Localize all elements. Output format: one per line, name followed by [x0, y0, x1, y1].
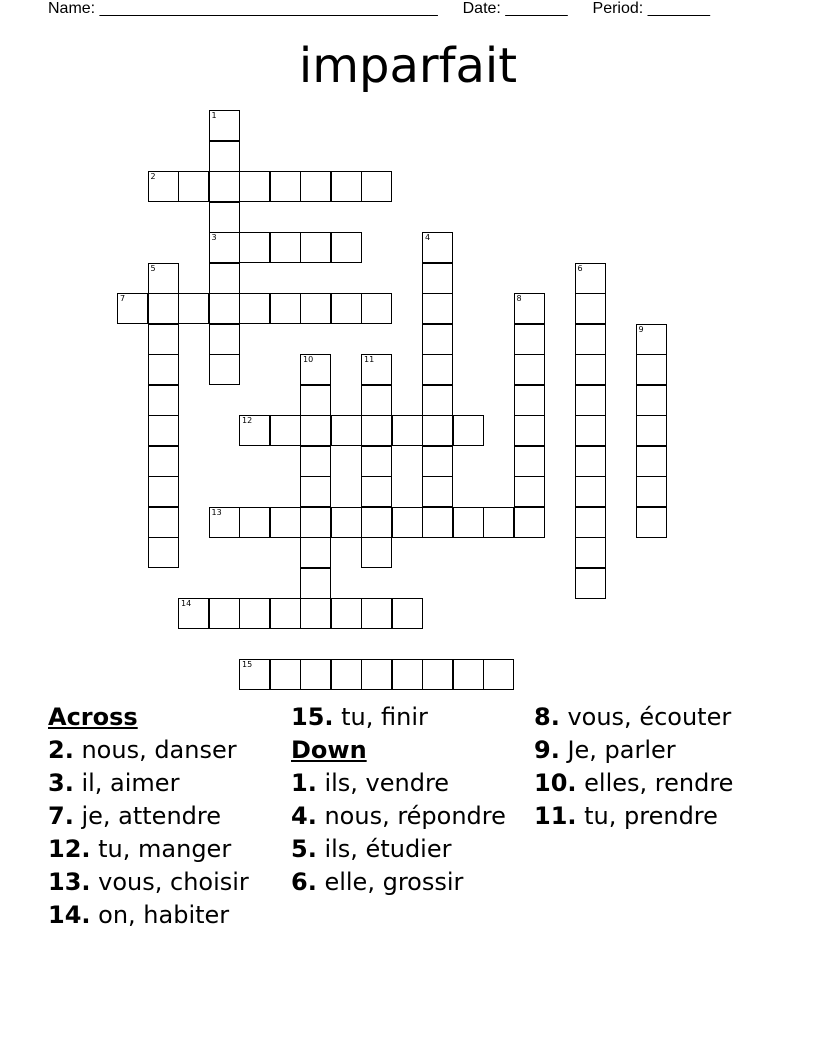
grid-cell[interactable]	[270, 598, 301, 629]
grid-cell[interactable]	[636, 324, 667, 355]
grid-cell[interactable]	[453, 415, 484, 446]
grid-cell[interactable]	[239, 415, 270, 446]
grid-cell[interactable]	[453, 659, 484, 690]
grid-cell[interactable]	[270, 507, 301, 538]
grid-cell[interactable]	[331, 507, 362, 538]
grid-cell[interactable]	[270, 232, 301, 263]
grid-cell[interactable]	[300, 293, 331, 324]
grid-cell[interactable]	[148, 507, 179, 538]
grid-cell[interactable]	[575, 568, 606, 599]
grid-cell[interactable]	[300, 659, 331, 690]
across-heading: Across	[48, 703, 138, 731]
grid-cell[interactable]	[178, 171, 209, 202]
grid-cell[interactable]	[270, 659, 301, 690]
grid-cell[interactable]	[636, 354, 667, 385]
grid-cell[interactable]	[392, 659, 423, 690]
grid-cell[interactable]	[148, 293, 179, 324]
clue-across-13: 13. vous, choisir	[48, 868, 249, 896]
grid-cell[interactable]	[361, 354, 392, 385]
date-blank[interactable]: _______	[505, 0, 568, 17]
grid-cell[interactable]	[361, 415, 392, 446]
name-blank[interactable]: ______________________________________	[99, 0, 438, 17]
grid-cell[interactable]	[636, 476, 667, 507]
grid-cell[interactable]	[483, 659, 514, 690]
down-heading: Down	[291, 736, 367, 764]
grid-cell[interactable]	[209, 598, 240, 629]
grid-cell[interactable]	[270, 171, 301, 202]
grid-cell[interactable]	[575, 263, 606, 294]
grid-cell[interactable]	[209, 507, 240, 538]
clue-number: 3	[211, 233, 217, 242]
grid-cell[interactable]	[300, 354, 331, 385]
clue-number: 15	[242, 660, 253, 669]
clue-down-10: 10. elles, rendre	[534, 769, 734, 797]
clue-number: 12	[242, 416, 253, 425]
grid-cell[interactable]	[422, 476, 453, 507]
grid-cell[interactable]	[422, 446, 453, 477]
grid-cell[interactable]	[392, 598, 423, 629]
grid-cell[interactable]	[300, 385, 331, 416]
grid-cell[interactable]	[361, 446, 392, 477]
grid-cell[interactable]	[483, 507, 514, 538]
grid-cell[interactable]	[209, 263, 240, 294]
clue-number: 14	[181, 599, 192, 608]
grid-cell[interactable]	[270, 415, 301, 446]
clue-number: 8	[516, 294, 522, 303]
grid-cell[interactable]	[300, 507, 331, 538]
clue-down-5: 5. ils, étudier	[291, 835, 452, 863]
grid-cell[interactable]	[209, 171, 240, 202]
grid-cell[interactable]	[636, 446, 667, 477]
grid-cell[interactable]	[209, 202, 240, 233]
grid-cell[interactable]	[300, 476, 331, 507]
clue-across-3: 3. il, aimer	[48, 769, 180, 797]
grid-cell[interactable]	[361, 171, 392, 202]
clue-across-2: 2. nous, danser	[48, 736, 237, 764]
grid-cell[interactable]	[148, 446, 179, 477]
clue-number: 1	[211, 111, 217, 120]
grid-cell[interactable]	[300, 568, 331, 599]
clue-across-14: 14. on, habiter	[48, 901, 230, 929]
grid-cell[interactable]	[178, 293, 209, 324]
grid-cell[interactable]	[209, 354, 240, 385]
grid-cell[interactable]	[178, 598, 209, 629]
puzzle-title: imparfait	[298, 38, 518, 94]
grid-cell[interactable]	[422, 324, 453, 355]
grid-cell[interactable]	[300, 171, 331, 202]
grid-cell[interactable]	[361, 507, 392, 538]
clue-column-2	[291, 703, 521, 901]
grid-cell[interactable]	[575, 476, 606, 507]
grid-cell[interactable]	[209, 324, 240, 355]
grid-cell[interactable]	[575, 293, 606, 324]
grid-cell[interactable]	[209, 141, 240, 172]
grid-cell[interactable]	[148, 476, 179, 507]
grid-cell[interactable]	[422, 293, 453, 324]
grid-cell[interactable]	[514, 385, 545, 416]
grid-cell[interactable]	[636, 385, 667, 416]
grid-cell[interactable]	[331, 598, 362, 629]
grid-cell[interactable]	[300, 415, 331, 446]
grid-cell[interactable]	[209, 110, 240, 141]
grid-cell[interactable]	[361, 385, 392, 416]
clue-across-7: 7. je, attendre	[48, 802, 221, 830]
clue-number: 13	[211, 507, 222, 517]
grid-cell[interactable]	[361, 293, 392, 324]
grid-cell[interactable]	[361, 537, 392, 568]
grid-cell[interactable]	[361, 659, 392, 690]
clue-column-3	[534, 703, 774, 835]
grid-cell[interactable]	[422, 232, 453, 263]
grid-cell[interactable]	[422, 659, 453, 690]
clue-number: 5	[150, 263, 156, 273]
clue-number: 6	[577, 263, 583, 273]
grid-cell[interactable]	[331, 232, 362, 263]
clue-down-11: 11. tu, prendre	[534, 802, 718, 830]
grid-cell[interactable]	[239, 232, 270, 263]
grid-cell[interactable]	[148, 171, 179, 202]
grid-cell[interactable]	[239, 659, 270, 690]
grid-cell[interactable]	[239, 171, 270, 202]
grid-cell[interactable]	[575, 446, 606, 477]
grid-cell[interactable]	[148, 324, 179, 355]
grid-cell[interactable]	[331, 293, 362, 324]
clue-down-9: 9. Je, parler	[534, 736, 676, 764]
grid-cell[interactable]	[361, 598, 392, 629]
grid-cell[interactable]	[575, 415, 606, 446]
grid-cell[interactable]	[575, 354, 606, 385]
clue-down-6: 6. elle, grossir	[291, 868, 464, 896]
grid-cell[interactable]	[514, 324, 545, 355]
grid-cell[interactable]	[514, 446, 545, 477]
grid-cell[interactable]	[514, 476, 545, 507]
grid-cell[interactable]	[148, 354, 179, 385]
grid-cell[interactable]	[148, 385, 179, 416]
period-label: Period:	[592, 0, 644, 17]
grid-cell[interactable]	[392, 415, 423, 446]
grid-cell[interactable]	[636, 507, 667, 538]
grid-cell[interactable]	[575, 385, 606, 416]
name-label: Name:	[48, 0, 96, 17]
grid-cell[interactable]	[148, 537, 179, 568]
grid-cell[interactable]	[575, 324, 606, 355]
grid-cell[interactable]	[239, 507, 270, 538]
grid-cell[interactable]	[453, 507, 484, 538]
grid-cell[interactable]	[117, 293, 148, 324]
grid-cell[interactable]	[239, 598, 270, 629]
clue-across-15: 15. tu, finir	[291, 703, 428, 731]
clue-down-8: 8. vous, écouter	[534, 703, 732, 731]
clue-number: 10	[303, 355, 314, 364]
grid-cell[interactable]	[361, 476, 392, 507]
grid-cell[interactable]	[422, 385, 453, 416]
grid-cell[interactable]	[422, 415, 453, 446]
grid-cell[interactable]	[422, 354, 453, 385]
grid-cell[interactable]	[514, 507, 545, 538]
clue-number: 11	[364, 355, 375, 364]
grid-cell[interactable]	[300, 537, 331, 568]
grid-cell[interactable]	[422, 263, 453, 294]
grid-cell[interactable]	[514, 415, 545, 446]
grid-cell[interactable]	[575, 537, 606, 568]
clue-number: 4	[425, 233, 431, 242]
grid-cell[interactable]	[392, 507, 423, 538]
grid-cell[interactable]	[300, 598, 331, 629]
grid-cell[interactable]	[300, 446, 331, 477]
grid-cell[interactable]	[239, 293, 270, 324]
grid-cell[interactable]	[148, 263, 179, 294]
grid-cell[interactable]	[300, 232, 331, 263]
grid-cell[interactable]	[331, 415, 362, 446]
grid-cell[interactable]	[209, 232, 240, 263]
clue-number: 7	[120, 294, 126, 303]
grid-cell[interactable]	[270, 293, 301, 324]
grid-cell[interactable]	[331, 171, 362, 202]
clue-number: 9	[638, 324, 644, 334]
grid-cell[interactable]	[514, 354, 545, 385]
clue-across-12: 12. tu, manger	[48, 835, 232, 863]
clue-down-1: 1. ils, vendre	[291, 769, 450, 797]
period-blank[interactable]: _______	[647, 0, 710, 17]
grid-cell[interactable]	[636, 415, 667, 446]
date-label: Date:	[462, 0, 501, 17]
clue-number: 2	[150, 172, 156, 181]
grid-cell[interactable]	[209, 293, 240, 324]
grid-cell[interactable]	[422, 507, 453, 538]
grid-cell[interactable]	[575, 507, 606, 538]
clue-down-4: 4. nous, répondre	[291, 802, 506, 830]
grid-cell[interactable]	[331, 659, 362, 690]
clue-column-1	[48, 703, 288, 934]
grid-cell[interactable]	[148, 415, 179, 446]
grid-cell[interactable]	[514, 293, 545, 324]
